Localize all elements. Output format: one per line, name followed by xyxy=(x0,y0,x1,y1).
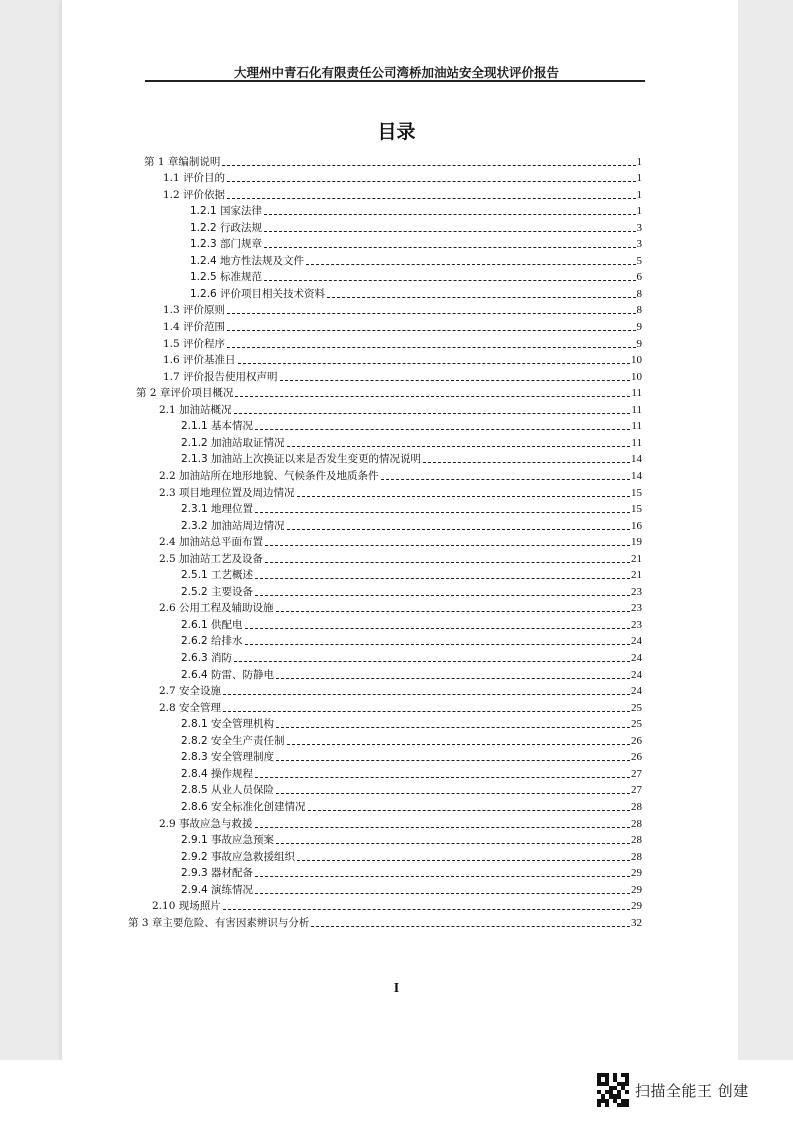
toc-entry[interactable] xyxy=(181,715,642,732)
toc-entry-title: 2.1.2 加油站取证情况 xyxy=(181,436,285,449)
toc-entry[interactable] xyxy=(181,748,642,765)
toc-entry[interactable] xyxy=(159,466,642,483)
toc-entry-title: 2.8.4 操作规程 xyxy=(181,767,254,780)
toc-entry[interactable] xyxy=(181,566,642,583)
toc-leader-dots xyxy=(287,529,630,530)
toc-entry-page: 15 xyxy=(631,503,642,516)
watermark-text: 扫描全能王 创建 xyxy=(635,1081,749,1100)
toc-entry[interactable] xyxy=(152,897,642,914)
toc-entry-page: 11 xyxy=(631,403,642,416)
toc-entry-title: 2.9.2 事故应急救援组织 xyxy=(181,850,296,863)
toc-entry[interactable] xyxy=(190,284,642,301)
toc-entry-page: 9 xyxy=(636,337,642,350)
toc-leader-dots xyxy=(223,711,630,712)
toc-leader-dots xyxy=(227,347,635,348)
toc-entry-page: 21 xyxy=(631,569,642,582)
toc-entry-page: 3 xyxy=(636,238,642,251)
toc-entry-title: 1.2 评价依据 xyxy=(163,188,226,201)
toc-leader-dots xyxy=(234,413,631,414)
toc-leader-dots xyxy=(234,661,630,662)
qr-module xyxy=(625,1103,629,1107)
toc-leader-dots xyxy=(287,446,631,447)
toc-leader-dots xyxy=(265,545,630,546)
toc-entry-page: 27 xyxy=(631,784,642,797)
toc-entry[interactable] xyxy=(181,864,642,881)
toc-entry-page: 14 xyxy=(631,453,642,466)
toc-entry-title: 2.6.1 供配电 xyxy=(181,618,243,631)
toc-entry-page: 11 xyxy=(631,387,642,400)
toc-entry[interactable] xyxy=(159,599,642,616)
toc-entry-page: 28 xyxy=(631,800,642,813)
toc-entry[interactable] xyxy=(190,268,642,285)
toc-entry-page: 23 xyxy=(631,618,642,631)
toc-entry[interactable] xyxy=(181,781,642,798)
toc-entry[interactable] xyxy=(181,433,642,450)
toc-leader-dots xyxy=(276,611,630,612)
toc-leader-dots xyxy=(276,793,630,794)
toc-entry[interactable] xyxy=(181,649,642,666)
toc-entry-page: 10 xyxy=(631,370,642,383)
toc-leader-dots xyxy=(276,843,630,844)
toc-entry-title: 2.3.1 地理位置 xyxy=(181,503,254,516)
toc-entry-page: 15 xyxy=(631,486,642,499)
toc-entry-page: 16 xyxy=(631,519,642,532)
toc-leader-dots xyxy=(265,562,630,563)
toc-leader-dots xyxy=(223,909,630,910)
toc-entry[interactable] xyxy=(163,318,642,335)
toc-leader-dots xyxy=(245,644,630,645)
toc-entry-title: 第 1 章编制说明 xyxy=(144,155,221,168)
toc-entry[interactable] xyxy=(159,682,642,699)
toc-entry-page: 23 xyxy=(631,585,642,598)
toc-entry-title: 1.6 评价基准日 xyxy=(163,354,236,367)
toc-leader-dots xyxy=(255,893,630,894)
toc-leader-dots xyxy=(255,827,630,828)
toc-entry[interactable] xyxy=(163,301,642,318)
toc-entry[interactable] xyxy=(163,185,642,202)
toc-entry[interactable] xyxy=(163,334,642,351)
toc-entry-title: 2.8.6 安全标准化创建情况 xyxy=(181,800,306,813)
toc-entry-page: 24 xyxy=(631,652,642,664)
toc-entry-title: 1.2.2 行政法规 xyxy=(190,221,263,234)
toc-entry-title: 2.5 加油站工艺及设备 xyxy=(159,552,264,565)
toc-entry[interactable] xyxy=(181,847,642,864)
toc-entry-page: 29 xyxy=(631,900,642,913)
toc-entry[interactable] xyxy=(181,797,642,814)
toc-leader-dots xyxy=(297,496,630,497)
toc-entry[interactable] xyxy=(190,202,642,219)
toc-entry-page: 28 xyxy=(631,817,642,830)
toc-entry[interactable] xyxy=(181,632,642,649)
toc-leader-dots xyxy=(255,429,630,430)
toc-entry[interactable] xyxy=(159,549,642,566)
toc-entry[interactable] xyxy=(181,731,642,748)
toc-entry-title: 2.8.1 安全管理机构 xyxy=(181,718,275,731)
toc-entry[interactable] xyxy=(163,367,642,384)
toc-entry-title: 2.5.2 主要设备 xyxy=(181,585,254,598)
toc-leader-dots xyxy=(227,198,635,199)
toc-entry[interactable] xyxy=(163,351,642,368)
toc-entry-page: 26 xyxy=(631,734,642,747)
toc-entry-page: 32 xyxy=(631,916,642,929)
toc-leader-dots xyxy=(280,380,630,381)
scanner-watermark xyxy=(597,1071,749,1109)
toc-entry[interactable] xyxy=(181,417,642,434)
toc-leader-dots xyxy=(255,876,630,877)
toc-entry-page: 8 xyxy=(636,304,642,317)
toc-entry-title: 2.7 安全设施 xyxy=(159,685,222,698)
toc-entry-title: 1.3 评价原则 xyxy=(163,304,226,317)
toc-entry-page: 1 xyxy=(636,172,642,185)
toc-entry-page: 3 xyxy=(636,221,642,234)
toc-entry[interactable] xyxy=(181,615,642,632)
toc-leader-dots xyxy=(423,462,630,463)
toc-entry-title: 2.4 加油站总平面布置 xyxy=(159,536,264,549)
toc-entry-title: 1.7 评价报告使用权声明 xyxy=(163,370,278,383)
toc-entry-title: 1.4 评价范围 xyxy=(163,321,226,333)
toc-entry[interactable] xyxy=(181,831,642,848)
toc-leader-dots xyxy=(235,396,630,397)
toc-leader-dots xyxy=(306,264,635,265)
toc-entry-title: 2.9.1 事故应急预案 xyxy=(181,834,275,847)
toc-entry-title: 1.2.3 部门规章 xyxy=(190,238,263,251)
toc-entry-page: 6 xyxy=(636,271,642,284)
toc-entry[interactable] xyxy=(159,483,642,500)
toc-entry[interactable] xyxy=(181,764,642,781)
toc-leader-dots xyxy=(255,595,630,596)
running-header-title: 大理州中青石化有限责任公司湾桥加油站安全现状评价报告 xyxy=(233,65,559,80)
toc-entry-page: 9 xyxy=(636,321,642,333)
toc-entry-title: 2.8.5 从业人员保险 xyxy=(181,784,275,797)
toc-entry[interactable] xyxy=(159,400,642,417)
toc-entry[interactable] xyxy=(163,169,642,186)
toc-leader-dots xyxy=(264,231,635,232)
toc-entry-page: 28 xyxy=(631,850,642,863)
toc-entry[interactable] xyxy=(181,516,642,533)
toc-entry-title: 2.3.2 加油站周边情况 xyxy=(181,519,285,532)
toc-entry-title: 2.9 事故应急与救援 xyxy=(159,817,253,830)
toc-entry[interactable] xyxy=(159,698,642,715)
toc-entry-page: 19 xyxy=(631,536,642,549)
toc-entry-title: 2.1.1 基本情况 xyxy=(181,420,254,433)
toc-entry[interactable] xyxy=(144,152,642,169)
toc-entry-page: 28 xyxy=(631,834,642,847)
toc-leader-dots xyxy=(227,313,635,314)
toc-leader-dots xyxy=(227,330,635,331)
toc-leader-dots xyxy=(223,694,630,695)
toc-entry-page: 25 xyxy=(631,701,642,714)
toc-entry-page: 23 xyxy=(631,602,642,615)
toc-entry-title: 第 3 章主要危险、有害因素辨识与分析 xyxy=(128,916,310,929)
toc-leader-dots xyxy=(276,678,630,679)
toc-entry-page: 24 xyxy=(631,668,642,681)
toc-entry-page: 26 xyxy=(631,751,642,764)
toc-leader-dots xyxy=(311,926,630,927)
toc-entry-title: 1.5 评价程序 xyxy=(163,337,226,350)
toc-heading: 目录 xyxy=(377,121,416,143)
toc-entry[interactable] xyxy=(128,913,642,930)
toc-entry-page: 8 xyxy=(636,287,642,300)
toc-entry-title: 2.5.1 工艺概述 xyxy=(181,569,254,582)
toc-entry[interactable] xyxy=(136,384,642,401)
toc-leader-dots xyxy=(276,727,630,728)
toc-entry-page: 11 xyxy=(631,436,642,449)
toc-entry-title: 2.1 加油站概况 xyxy=(159,403,232,416)
toc-entry-title: 2.6.2 给排水 xyxy=(181,635,243,648)
toc-entry[interactable] xyxy=(190,251,642,268)
toc-entry-page: 25 xyxy=(631,718,642,731)
toc-entry-title: 1.2.6 评价项目相关技术资料 xyxy=(190,287,326,300)
toc-leader-dots xyxy=(276,760,630,761)
toc-entry-title: 1.2.5 标准规范 xyxy=(190,271,263,284)
toc-entry-title: 2.8 安全管理 xyxy=(159,701,222,714)
toc-entry-page: 1 xyxy=(636,155,642,168)
toc-leader-dots xyxy=(287,744,630,745)
toc-leader-dots xyxy=(255,512,630,513)
toc-leader-dots xyxy=(245,628,630,629)
toc-entry-title: 2.8.3 安全管理制度 xyxy=(181,751,275,764)
toc-entry-page: 27 xyxy=(631,767,642,780)
toc-entry-page: 24 xyxy=(631,685,642,698)
toc-entry-page: 29 xyxy=(631,883,642,896)
toc-entry[interactable] xyxy=(159,533,642,550)
toc-entry[interactable] xyxy=(181,665,642,682)
toc-entry-title: 2.8.2 安全生产责任制 xyxy=(181,734,285,747)
toc-entry[interactable] xyxy=(159,814,642,831)
qr-code-icon xyxy=(597,1073,629,1107)
toc-leader-dots xyxy=(264,280,635,281)
toc-leader-dots xyxy=(255,777,630,778)
toc-entry-page: 29 xyxy=(631,867,642,880)
toc-leader-dots xyxy=(308,810,630,811)
toc-leader-dots xyxy=(264,214,635,215)
toc-leader-dots xyxy=(227,181,635,182)
toc-entry-page: 5 xyxy=(636,254,642,267)
toc-leader-dots xyxy=(222,165,635,166)
toc-entry-title: 2.6.4 防雷、防静电 xyxy=(181,668,275,681)
toc-entry-title: 2.9.4 演练情况 xyxy=(181,883,254,896)
page-number: I xyxy=(393,981,400,996)
toc-entry-title: 2.10 现场照片 xyxy=(152,900,221,913)
toc-leader-dots xyxy=(255,578,630,579)
toc-entry-page: 21 xyxy=(631,552,642,565)
toc-entry-title: 2.6 公用工程及辅助设施 xyxy=(159,602,274,615)
toc-entry-title: 第 2 章评价项目概况 xyxy=(136,387,234,400)
toc-entry-page: 1 xyxy=(636,205,642,218)
toc-entry-page: 24 xyxy=(631,635,642,648)
toc-entry[interactable] xyxy=(181,450,642,467)
toc-entry-page: 10 xyxy=(631,354,642,367)
toc-entry-page: 1 xyxy=(636,188,642,201)
toc-entry-title: 1.1 评价目的 xyxy=(163,172,226,185)
toc-entry-title: 2.2 加油站所在地形地貌、气候条件及地质条件 xyxy=(159,469,379,482)
toc-leader-dots xyxy=(264,247,635,248)
toc-entry-title: 2.9.3 器材配备 xyxy=(181,867,254,880)
toc-entry-page: 11 xyxy=(631,420,642,433)
toc-entry-title: 1.2.1 国家法律 xyxy=(190,205,263,218)
toc-entry-title: 2.3 项目地理位置及周边情况 xyxy=(159,486,295,499)
toc-leader-dots xyxy=(297,860,630,861)
toc-entry[interactable] xyxy=(190,218,642,235)
toc-leader-dots xyxy=(381,479,630,480)
toc-leader-dots xyxy=(238,363,630,364)
toc-entry[interactable] xyxy=(181,880,642,897)
toc-leader-dots xyxy=(327,297,635,298)
toc-entry-page: 14 xyxy=(631,469,642,482)
header-divider xyxy=(145,80,645,82)
toc-entry[interactable] xyxy=(190,235,642,252)
toc-entry[interactable] xyxy=(181,582,642,599)
toc-entry[interactable] xyxy=(181,500,642,517)
toc-entry-title: 2.6.3 消防 xyxy=(181,652,233,664)
toc-entry-title: 1.2.4 地方性法规及文件 xyxy=(190,254,305,267)
toc-entry-title: 2.1.3 加油站上次换证以来是否发生变更的情况说明 xyxy=(181,453,422,466)
